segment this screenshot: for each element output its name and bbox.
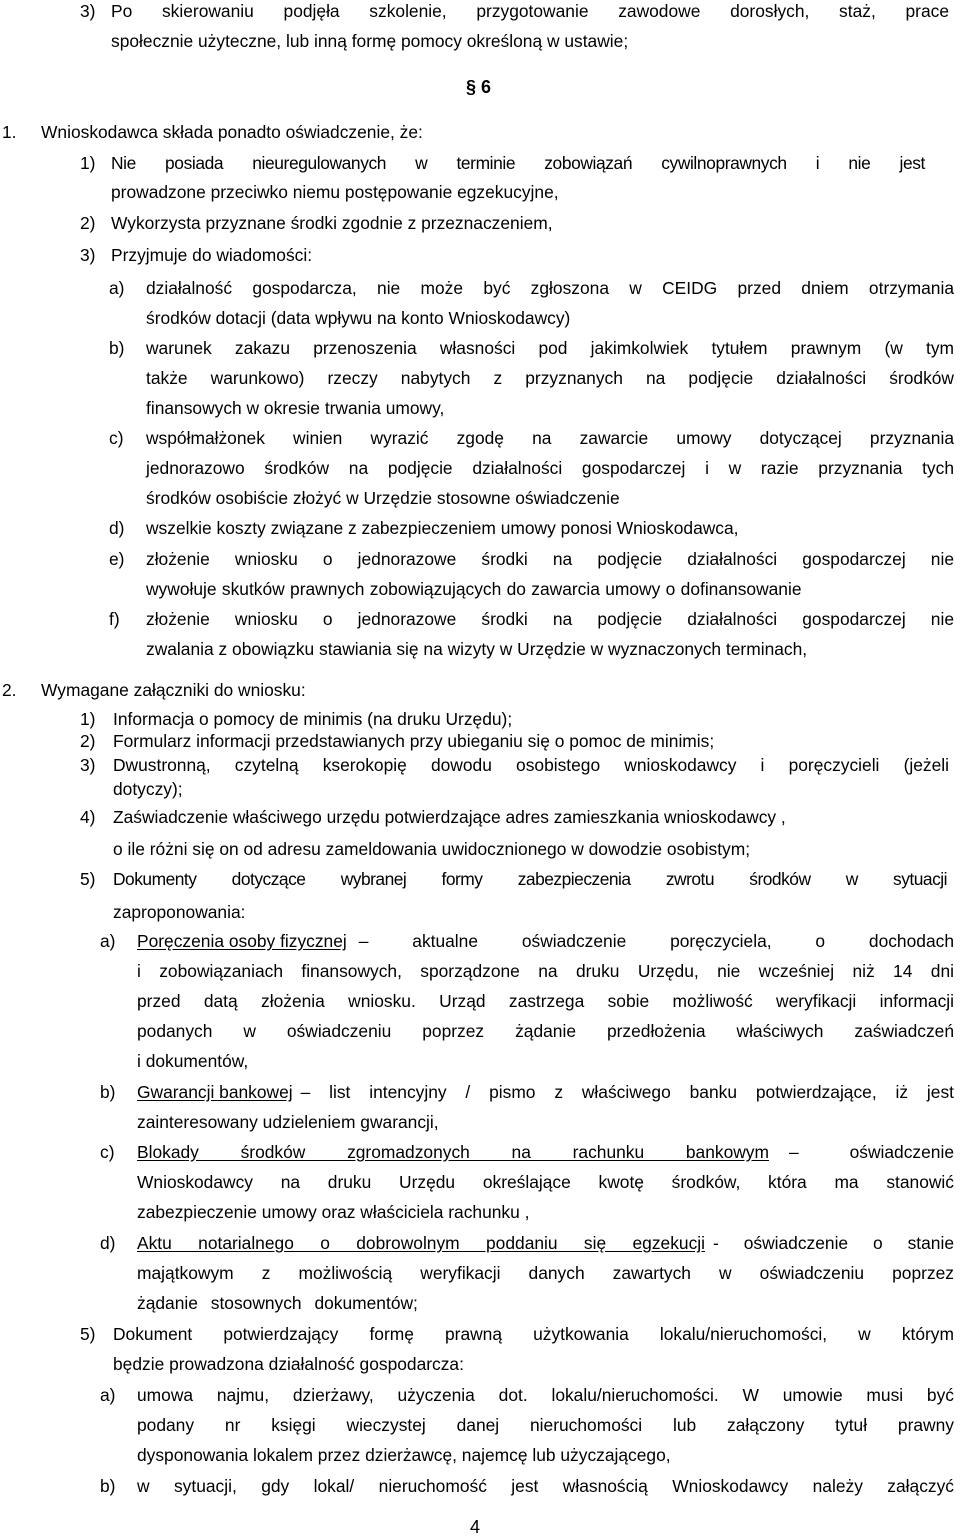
page-number: 4 <box>470 1517 481 1537</box>
list-marker: e) <box>109 549 125 569</box>
text-line: i zobowiązaniach finansowych, sporządzone na druku Urzędu, nie wcześniej niż 14 dni <box>137 961 954 981</box>
underlined-term: Poręczenia osoby fizycznej <box>137 931 347 951</box>
text-span: – aktualne oświadczenie poręczyciela, o dochodach <box>358 931 954 951</box>
text-line: Wnioskodawca składa ponadto oświadczenie, że: <box>41 122 423 142</box>
text-line: Wnioskodawcy na druku Urzędu określające kwotę środków, która ma stanowić <box>137 1172 954 1192</box>
list-marker: 2) <box>80 731 96 751</box>
text-line: zainteresowany udzieleniem gwarancji, <box>137 1112 439 1132</box>
text-line: Formularz informacji przedstawianych przy ubieganiu się o pomoc de minimis; <box>113 731 715 751</box>
list-marker: a) <box>109 278 125 298</box>
section-heading: § 6 <box>466 77 492 97</box>
text-line: umowa najmu, dzierżawy, użyczenia dot. lokalu/nieruchomości. W umowie musi być <box>137 1385 954 1405</box>
text-line <box>137 1077 954 1107</box>
text-line: zaproponowania: <box>113 902 246 922</box>
list-marker: 3) <box>80 755 96 775</box>
text-line: podanych w oświadczeniu poprzez żądanie przedłożenia właściwych zaświadczeń <box>137 1021 954 1041</box>
list-marker: d) <box>109 518 125 538</box>
text-line: środków osobiście złożyć w Urzędzie stosowne oświadczenie <box>146 488 620 508</box>
text-line: także warunkowo) rzeczy nabytych z przyznanych na podjęcie działalności środków <box>146 368 954 388</box>
text-line: Informacja o pomocy de minimis (na druku Urzędu); <box>113 709 513 729</box>
text-line: Dwustronną, czytelną kserokopię dowodu osobistego wnioskodawcy i poręczycieli (jeżeli <box>113 755 949 775</box>
text-line: finansowych w okresie trwania umowy, <box>146 398 445 418</box>
list-marker: 3) <box>80 245 96 265</box>
text-line: złożenie wniosku o jednorazowe środki na podjęcie działalności gospodarczej nie <box>146 549 954 569</box>
list-marker: 1) <box>80 709 96 729</box>
underlined-term: Aktu notarialnego o dobrowolnym poddaniu się egzekucji <box>137 1233 705 1253</box>
underlined-term: Blokady środków zgromadzonych na rachunku bankowym <box>137 1142 769 1162</box>
text-line: w sytuacji, gdy lokal/ nieruchomość jest własnością Wnioskodawcy należy załączyć <box>137 1476 954 1496</box>
text-line: wywołuje skutków prawnych zobowiązujących do zawarcia umowy o dofinansowanie <box>146 579 802 599</box>
text-line: podany nr księgi wieczystej danej nieruchomości lub załączony tytuł prawny <box>137 1415 954 1435</box>
text-line: współmałżonek winien wyrazić zgodę na zawarcie umowy dotyczącej przyznania <box>146 428 954 448</box>
text-span: – list intencyjny / pismo z właściwego banku potwierdzające, iż jest <box>300 1082 954 1102</box>
list-marker: c) <box>109 428 124 448</box>
text-line <box>137 1228 954 1258</box>
text-line: prowadzone przeciwko niemu postępowanie egzekucyjne, <box>111 182 559 202</box>
list-marker: c) <box>100 1142 115 1162</box>
text-line: majątkowym z możliwością weryfikacji danych zawartych w oświadczeniu poprzez <box>137 1263 954 1283</box>
text-line: żądanie stosownych dokumentów; <box>137 1293 418 1313</box>
list-marker: 1) <box>80 153 96 173</box>
text-line: wszelkie koszty związane z zabezpieczeniem umowy ponosi Wnioskodawca, <box>146 518 739 538</box>
list-marker: a) <box>100 1385 116 1405</box>
text-line: zabezpieczenie umowy oraz właściciela rachunku , <box>137 1202 530 1222</box>
text-line: o ile różni się on od adresu zameldowania uwidocznionego w dowodzie osobistym; <box>113 839 751 859</box>
list-marker: 5) <box>80 1324 96 1344</box>
text-line: dysponowania lokalem przez dzierżawcę, najemcę lub użyczającego, <box>137 1445 671 1465</box>
list-marker: 5) <box>80 869 96 889</box>
text-line: jednorazowo środków na podjęcie działalności gospodarczej i w razie przyznania tych <box>146 458 954 478</box>
list-marker: 2. <box>2 680 17 700</box>
list-marker: b) <box>100 1082 116 1102</box>
text-line: Zaświadczenie właściwego urzędu potwierdzające adres zamieszkania wnioskodawcy , <box>113 807 786 827</box>
text-line: Nie posiada nieuregulowanych w terminie zobowiązań cywilnoprawnych i nie jest <box>111 153 925 173</box>
list-marker: 2) <box>80 213 96 233</box>
text-span: - oświadczenie o stanie <box>713 1233 954 1253</box>
list-marker: 3) <box>80 1 96 21</box>
text-span: – oświadczenie <box>789 1142 954 1162</box>
text-line <box>137 1137 954 1167</box>
list-marker: 1. <box>2 122 17 142</box>
text-line: i dokumentów, <box>137 1051 249 1071</box>
text-line: Wymagane załączniki do wniosku: <box>41 680 306 700</box>
text-line: będzie prowadzona działalność gospodarcza: <box>113 1354 464 1374</box>
text-line: Dokument potwierdzający formę prawną użytkowania lokalu/nieruchomości, w którym <box>113 1324 954 1344</box>
text-line: zwalania z obowiązku stawiania się na wizyty w Urzędzie w wyznaczonych terminach, <box>146 639 808 659</box>
list-marker: 4) <box>80 807 96 827</box>
list-marker: f) <box>109 609 120 629</box>
text-line <box>137 926 954 956</box>
underlined-term: Gwarancji bankowej <box>137 1082 293 1102</box>
text-line: środków dotacji (data wpływu na konto Wnioskodawcy) <box>146 308 571 328</box>
list-marker: a) <box>100 931 116 951</box>
text-line: społecznie użyteczne, lub inną formę pomocy określoną w ustawie; <box>111 31 629 51</box>
text-line: warunek zakazu przenoszenia własności pod jakimkolwiek tytułem prawnym (w tym <box>146 338 954 358</box>
text-line: Przyjmuje do wiadomości: <box>111 245 313 265</box>
list-marker: b) <box>100 1476 116 1496</box>
text-line: działalność gospodarcza, nie może być zgłoszona w CEIDG przed dniem otrzymania <box>146 278 954 298</box>
list-marker: b) <box>109 338 125 358</box>
text-line: Po skierowaniu podjęła szkolenie, przygotowanie zawodowe dorosłych, staż, prace <box>111 1 949 21</box>
text-line: Dokumenty dotyczące wybranej formy zabezpieczenia zwrotu środków w sytuacji <box>113 869 947 889</box>
text-line: dotyczy); <box>113 779 183 799</box>
list-marker: d) <box>100 1233 116 1253</box>
text-line: złożenie wniosku o jednorazowe środki na podjęcie działalności gospodarczej nie <box>146 609 954 629</box>
text-line: Wykorzysta przyznane środki zgodnie z przeznaczeniem, <box>111 213 553 233</box>
text-line: przed datą złożenia wniosku. Urząd zastrzega sobie możliwość weryfikacji informacji <box>137 991 954 1011</box>
